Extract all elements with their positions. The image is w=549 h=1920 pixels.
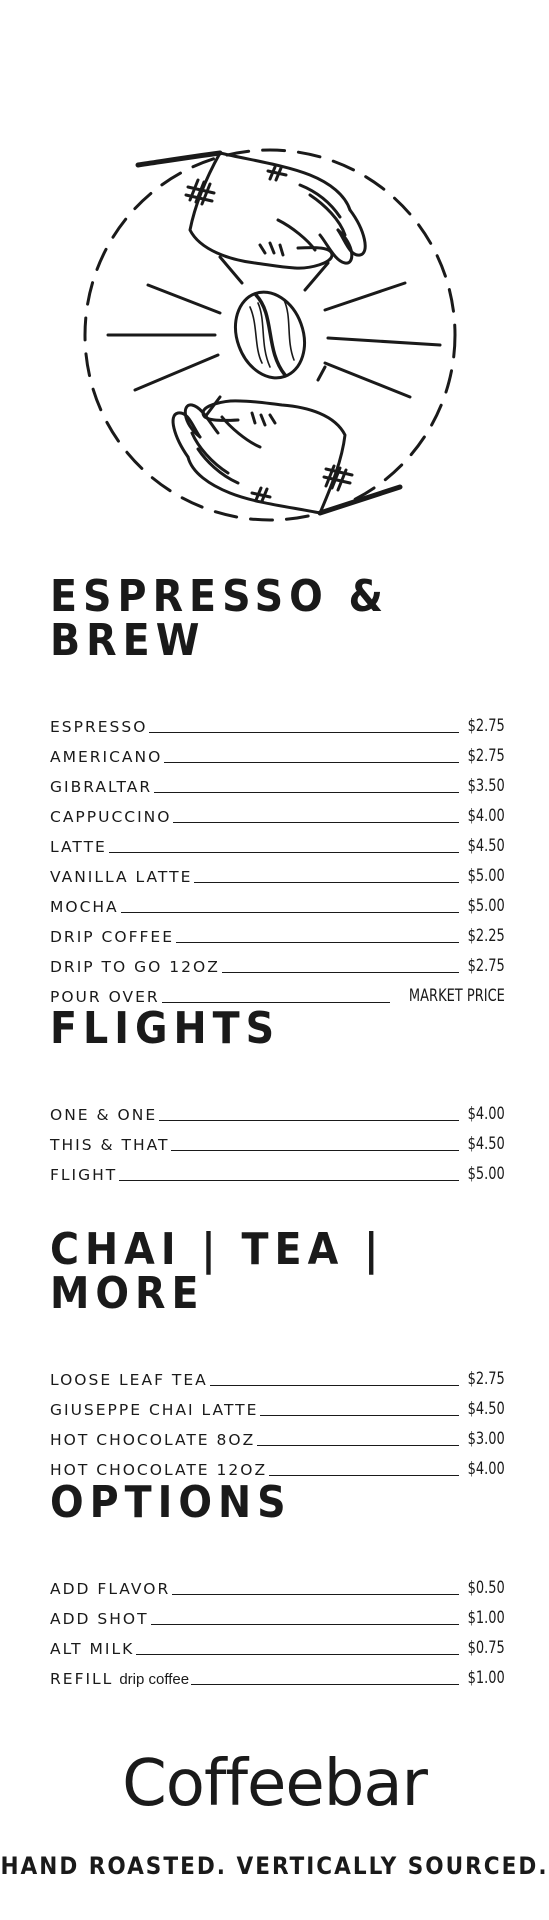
brand-tagline: HAND ROASTED. VERTICALLY SOURCED. — [0, 1852, 549, 1880]
leader-line — [173, 822, 459, 823]
item-name: ONE & ONE — [50, 1105, 158, 1124]
section-espresso-brew — [50, 571, 505, 1006]
item-name: GIUSEPPE CHAI LATTE — [50, 1400, 259, 1419]
item-name: GIBRALTAR — [50, 777, 153, 796]
item-name: AMERICANO — [50, 747, 163, 766]
leader-line — [172, 1594, 459, 1595]
menu-item — [50, 825, 505, 855]
item-price: $3.50 — [467, 776, 505, 796]
section-title: FLIGHTS — [50, 1003, 281, 1054]
menu-item — [50, 975, 505, 1005]
menu-item — [50, 1358, 505, 1388]
item-name: DRIP TO GO 12OZ — [50, 957, 220, 976]
menu-item — [50, 1627, 505, 1657]
section-flights — [50, 1003, 505, 1184]
item-name: HOT CHOCOLATE 8OZ — [50, 1430, 256, 1449]
item-price: $4.00 — [467, 1104, 505, 1124]
item-price: $3.00 — [467, 1429, 505, 1449]
item-name: ADD SHOT — [50, 1609, 149, 1628]
item-name: REFILL — [50, 1669, 114, 1688]
menu-item — [50, 1153, 505, 1183]
leader-line — [149, 732, 459, 733]
menu-item — [50, 1388, 505, 1418]
item-name: MOCHA — [50, 897, 119, 916]
item-price: $2.75 — [467, 956, 505, 976]
brand-logo — [0, 1747, 549, 1821]
menu-list — [50, 1093, 505, 1183]
menu-item — [50, 945, 505, 975]
leader-line — [164, 762, 459, 763]
item-price: $5.00 — [467, 1164, 505, 1184]
item-price: $4.50 — [467, 836, 505, 856]
item-name: VANILLA LATTE — [50, 867, 193, 886]
item-price: $2.75 — [467, 716, 505, 736]
leader-line — [176, 942, 459, 943]
menu-item — [50, 765, 505, 795]
item-price: MARKET PRICE — [409, 986, 505, 1006]
item-price: $5.00 — [467, 866, 505, 886]
menu-item — [50, 1093, 505, 1123]
item-name: ADD FLAVOR — [50, 1579, 171, 1598]
leader-line — [154, 792, 459, 793]
leader-line — [136, 1654, 459, 1655]
menu-item — [50, 1657, 505, 1687]
menu-list — [50, 1567, 505, 1687]
item-price: $0.50 — [467, 1578, 505, 1598]
leader-line — [191, 1684, 459, 1685]
item-price: $4.00 — [467, 1459, 505, 1479]
hands-holding-coffee-bean-icon — [70, 135, 470, 535]
leader-line — [151, 1624, 460, 1625]
leader-line — [269, 1475, 459, 1476]
item-price: $0.75 — [467, 1638, 505, 1658]
item-name: CAPPUCCINO — [50, 807, 172, 826]
menu-item — [50, 1418, 505, 1448]
leader-line — [171, 1150, 459, 1151]
menu-list — [50, 705, 505, 1005]
section-chai-tea-more — [50, 1224, 505, 1479]
item-price: $4.50 — [467, 1134, 505, 1154]
section-title: OPTIONS — [50, 1477, 292, 1528]
section-title: ESPRESSO & BREW — [50, 571, 390, 666]
section-title: CHAI | TEA | MORE — [50, 1224, 385, 1319]
item-price: $5.00 — [467, 896, 505, 916]
menu-list — [50, 1358, 505, 1478]
leader-line — [222, 972, 459, 973]
menu-item — [50, 705, 505, 735]
leader-line — [194, 882, 459, 883]
menu-item — [50, 1597, 505, 1627]
leader-line — [159, 1120, 459, 1121]
item-price: $1.00 — [467, 1668, 505, 1688]
item-name: POUR OVER — [50, 987, 160, 1006]
item-name: THIS & THAT — [50, 1135, 170, 1154]
item-name: ESPRESSO — [50, 717, 148, 736]
item-name: ALT MILK — [50, 1639, 135, 1658]
leader-line — [121, 912, 460, 913]
brand-logo-text: Coffeebar — [122, 1747, 427, 1821]
item-name: LATTE — [50, 837, 107, 856]
leader-line — [109, 852, 459, 853]
item-note: drip coffee — [119, 1671, 190, 1688]
item-price: $4.50 — [467, 1399, 505, 1419]
item-price: $4.00 — [467, 806, 505, 826]
leader-line — [210, 1385, 459, 1386]
item-price: $1.00 — [467, 1608, 505, 1628]
menu-item — [50, 1567, 505, 1597]
item-name: HOT CHOCOLATE 12OZ — [50, 1460, 268, 1479]
menu-item — [50, 855, 505, 885]
menu-item — [50, 795, 505, 825]
leader-line — [260, 1415, 459, 1416]
leader-line — [119, 1180, 459, 1181]
item-name: LOOSE LEAF TEA — [50, 1370, 208, 1389]
item-name: FLIGHT — [50, 1165, 118, 1184]
item-price: $2.75 — [467, 746, 505, 766]
section-options — [50, 1477, 505, 1688]
leader-line — [257, 1445, 459, 1446]
item-price: $2.25 — [467, 926, 505, 946]
menu-item — [50, 1448, 505, 1478]
menu-item — [50, 1123, 505, 1153]
menu-item — [50, 885, 505, 915]
menu-item — [50, 735, 505, 765]
item-name: DRIP COFFEE — [50, 927, 174, 946]
item-price: $2.75 — [467, 1369, 505, 1389]
menu-item — [50, 915, 505, 945]
